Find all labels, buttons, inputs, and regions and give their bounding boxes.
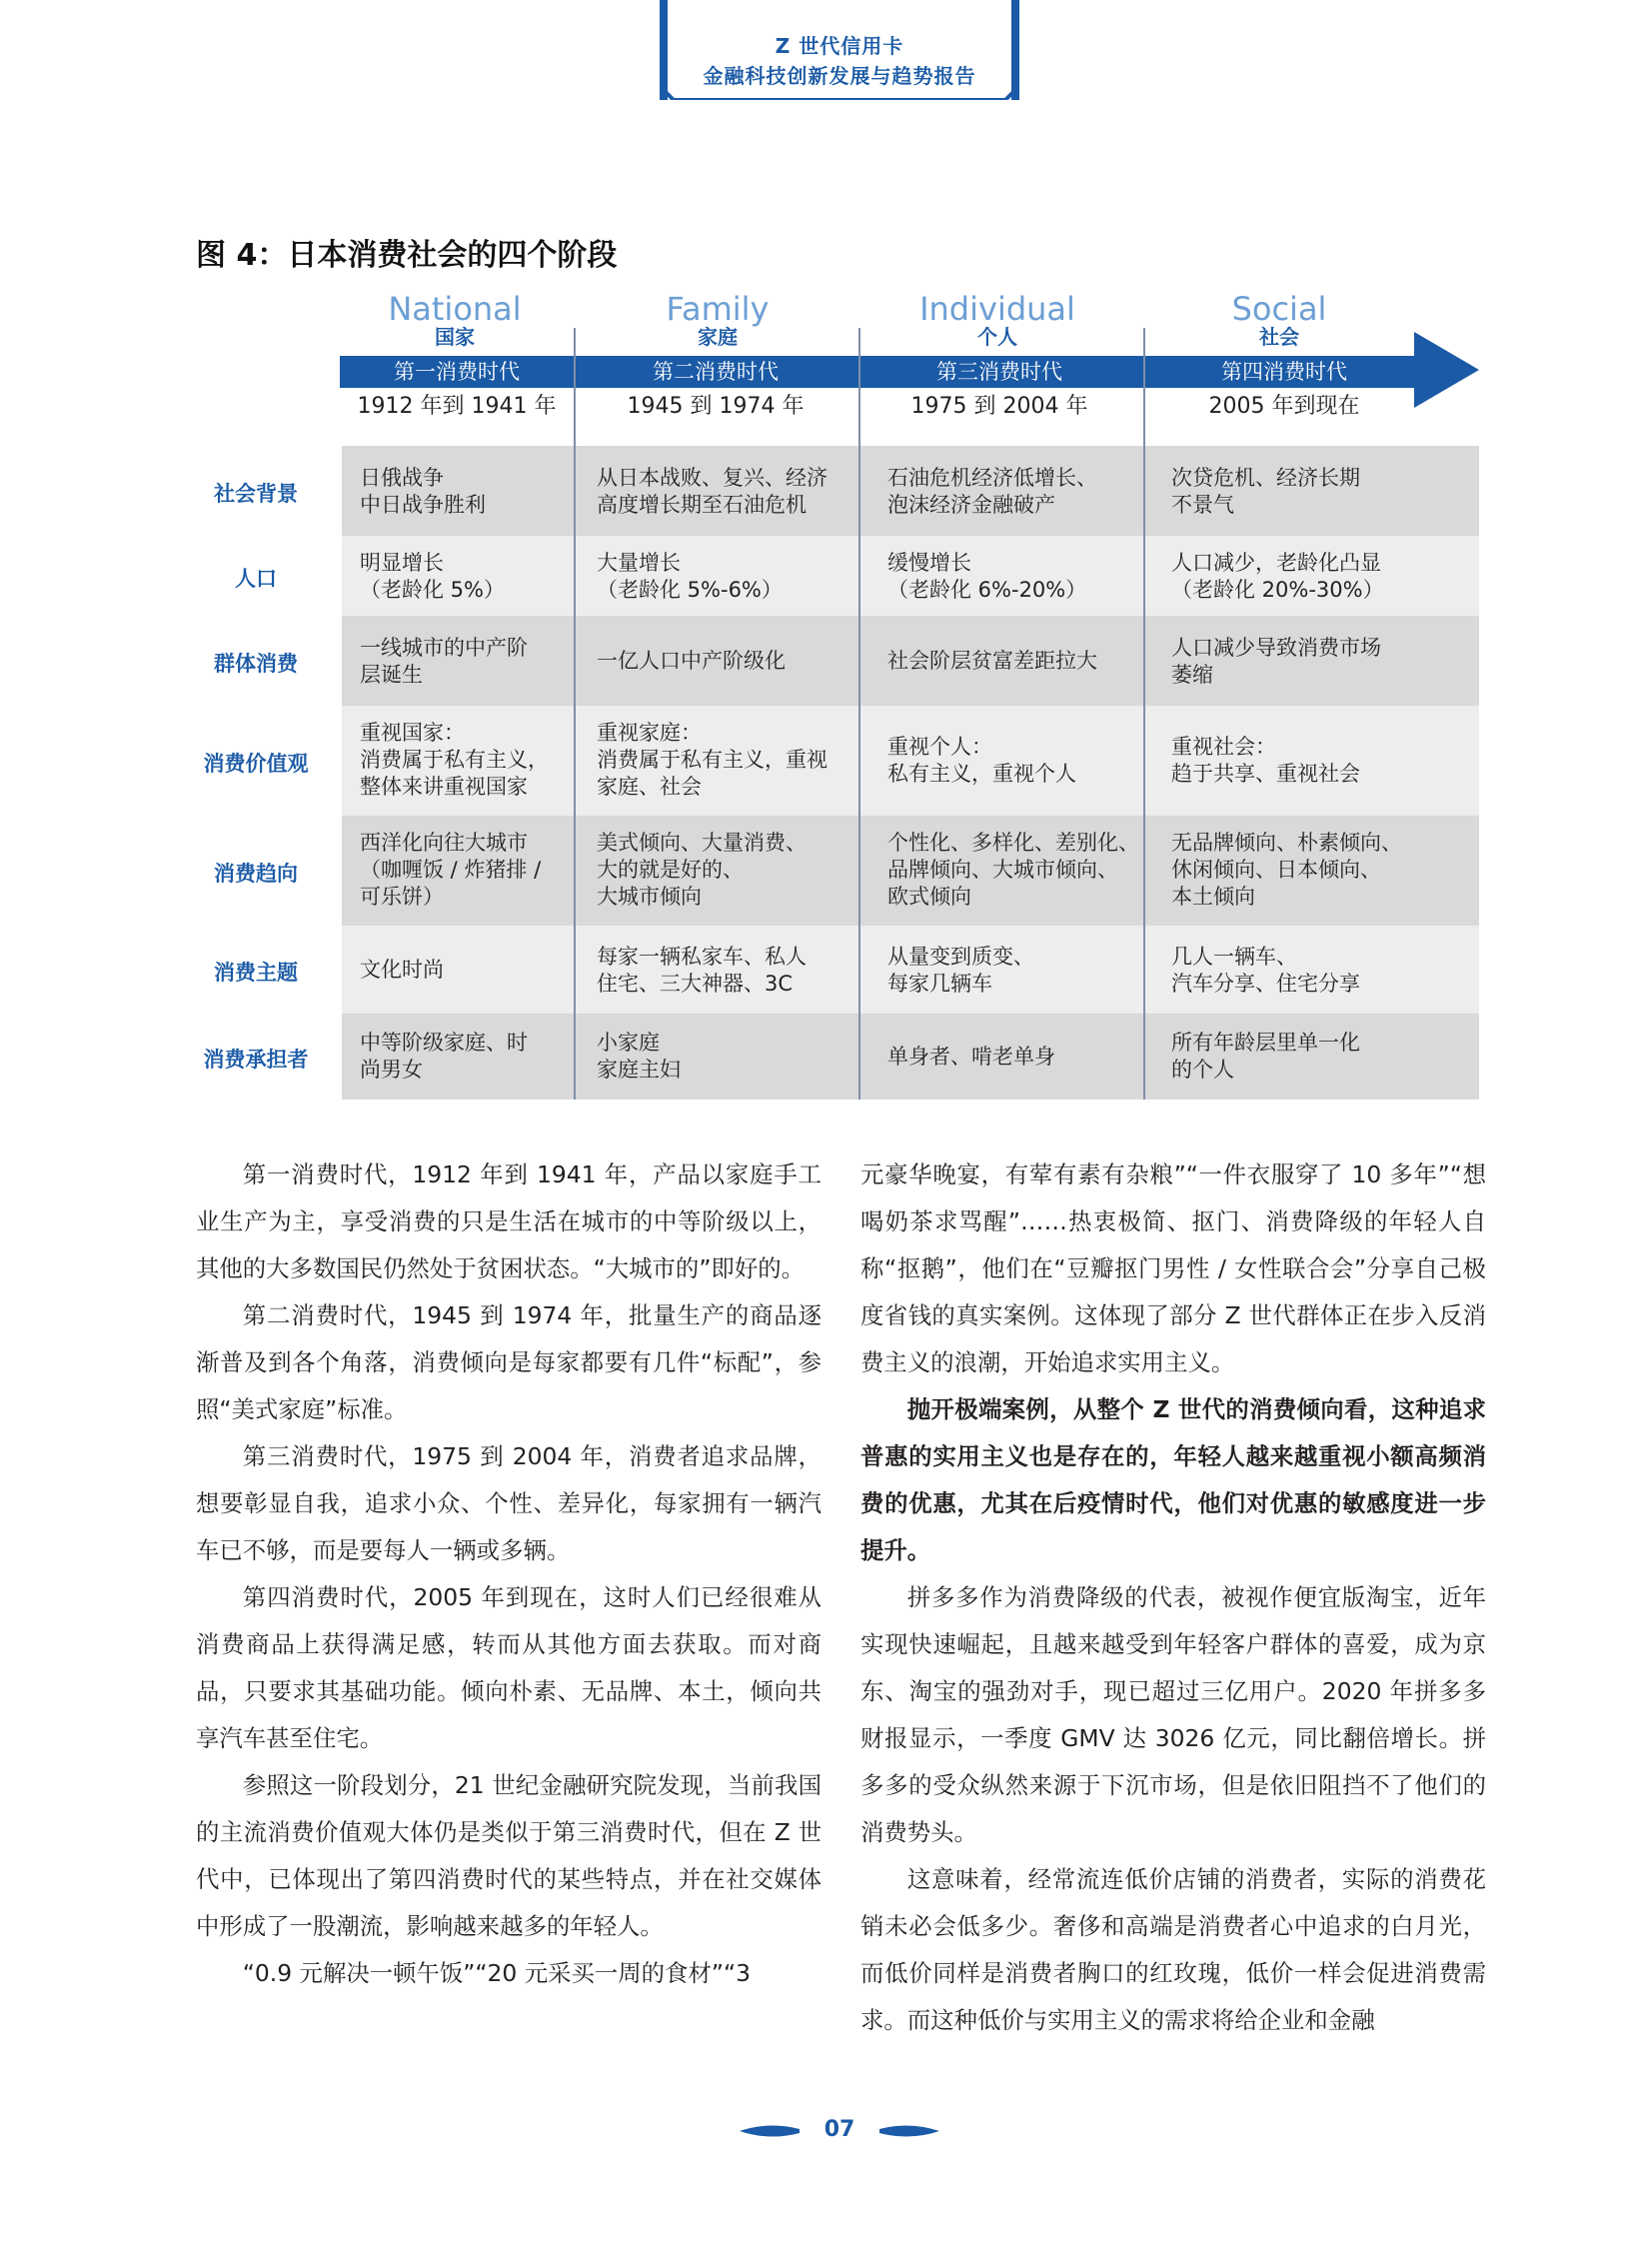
table-cell	[360, 720, 549, 801]
era-years-1: 1912 年到 1941 年	[357, 394, 557, 419]
era-cn-label: 家庭	[698, 325, 738, 349]
era-en-label: National	[388, 290, 522, 328]
row-label-social-background: 社会背景	[214, 482, 298, 506]
era-en-label: Family	[666, 290, 770, 328]
table-cell	[1171, 830, 1402, 911]
column-divider	[1143, 328, 1145, 1100]
cell-line: 每家几辆车	[887, 972, 992, 996]
cell-line: 私有主义，重视个人	[887, 762, 1076, 786]
cell-line: 休闲倾向、日本倾向、	[1171, 858, 1381, 882]
cell-line: 重视国家：	[360, 721, 465, 745]
cell-line: 萎缩	[1171, 663, 1213, 687]
cell-line: 汽车分享、住宅分享	[1171, 972, 1360, 996]
cell-line: 欧式倾向	[887, 885, 971, 909]
paragraph: 第四消费时代，2005 年到现在，这时人们已经很难从消费商品上获得满足感，转而从其他方面去获取。而对商品，只要求其基础功能。倾向朴素、无品牌、本土，倾向共享汽车甚至住宅。	[196, 1583, 822, 1752]
cell-line: 大量增长	[597, 551, 681, 575]
figure-title: 图 4：日本消费社会的四个阶段	[196, 238, 618, 273]
cell-line: （老龄化 6%-20%）	[887, 578, 1087, 602]
row-label-consumption-trend: 消费趋向	[214, 862, 298, 886]
table-cell	[1171, 1030, 1360, 1084]
table-cell	[887, 830, 1139, 911]
table-cell	[597, 648, 786, 675]
page-number: 07	[824, 2117, 855, 2142]
cell-line: 消费属于私有主义，重视	[597, 748, 827, 772]
cell-line: 重视家庭：	[597, 721, 702, 745]
cell-line: 家庭主妇	[597, 1058, 681, 1082]
era-en-label: Social	[1231, 290, 1327, 328]
cell-line: 泡沫经济金融破产	[887, 493, 1055, 517]
cell-line: 日俄战争	[360, 466, 444, 490]
cell-line: 单身者、啃老单身	[887, 1045, 1055, 1069]
cell-line: 不景气	[1171, 493, 1234, 517]
cell-line: 整体来讲重视国家	[360, 775, 528, 799]
cell-line: 一亿人口中产阶级化	[597, 649, 786, 673]
report-header	[660, 0, 1019, 100]
body-column-left	[196, 1151, 822, 1997]
cell-line: 次贷危机、经济长期	[1171, 466, 1360, 490]
era-label-3: 第三消费时代	[936, 360, 1062, 384]
table-cell	[597, 720, 827, 801]
cell-line: （老龄化 5%）	[360, 578, 505, 602]
cell-line: 明显增长	[360, 551, 444, 575]
cell-line: 个性化、多样化、差别化、	[887, 831, 1139, 855]
cell-line: 缓慢增长	[887, 551, 971, 575]
era-cn-label: 社会	[1259, 325, 1299, 349]
era-label-1: 第一消费时代	[394, 360, 520, 384]
era-years-2: 1945 到 1974 年	[627, 394, 805, 419]
table-cell	[597, 550, 783, 604]
paragraph: 参照这一阶段划分，21 世纪金融研究院发现，当前我国的主流消费价值观大体仍是类似于第三消费时代，但在 Z 世代中，已体现出了第四消费时代的某些特点，并在社交媒体中形成了一股潮流，影响越来越多的年轻人。	[196, 1771, 822, 1940]
row-label-group-consumption: 群体消费	[214, 652, 298, 676]
era-label-4: 第四消费时代	[1221, 360, 1347, 384]
table-cell	[887, 465, 1097, 519]
table-cell	[597, 830, 807, 911]
paragraph: 第三消费时代，1975 到 2004 年，消费者追求品牌，想要彰显自我，追求小众、个性、差异化，每家拥有一辆汽车已不够，而是要每人一辆或多辆。	[196, 1442, 822, 1564]
cell-line: 的个人	[1171, 1058, 1234, 1082]
cell-line: 西洋化向往大城市	[360, 831, 528, 855]
era-cn-label: 个人	[977, 325, 1017, 349]
table-cell	[1171, 465, 1360, 519]
era-en-label: Individual	[919, 290, 1075, 328]
table-cell	[887, 648, 1097, 675]
cell-line: 本土倾向	[1171, 885, 1255, 909]
era-years-4: 2005 年到现在	[1208, 394, 1360, 419]
table-cell	[360, 465, 486, 519]
table-cell	[1171, 944, 1360, 998]
cell-line: 大城市倾向	[597, 885, 702, 909]
row-label-population: 人口	[235, 567, 277, 591]
table-cell	[597, 1030, 681, 1084]
cell-line: 大的就是好的、	[597, 858, 744, 882]
cell-line: 从日本战败、复兴、经济	[597, 466, 827, 490]
cell-line: 从量变到质变、	[887, 945, 1034, 969]
table-cell	[1171, 635, 1381, 689]
cell-line: 人口减少导致消费市场	[1171, 636, 1381, 660]
cell-line: 美式倾向、大量消费、	[597, 831, 807, 855]
column-divider	[574, 328, 576, 1100]
table-cell	[1171, 550, 1384, 604]
column-divider	[858, 328, 860, 1100]
cell-line: 尚男女	[360, 1058, 423, 1082]
cell-line: 几人一辆车、	[1171, 945, 1297, 969]
cell-line: 重视社会：	[1171, 735, 1276, 759]
cell-line: 家庭、社会	[597, 775, 702, 799]
paragraph: 这意味着，经常流连低价店铺的消费者，实际的消费花销未必会低多少。奢侈和高端是消费者心中追求的白月光，而低价同样是消费者胸口的红玫瑰，低价一样会促进消费需求。而这种低价与实用主义的需求将给企业和金融	[860, 1865, 1486, 2034]
cell-line: 消费属于私有主义，	[360, 748, 549, 772]
table-cell	[360, 635, 528, 689]
cell-line: 人口减少，老龄化凸显	[1171, 551, 1381, 575]
table-cell	[360, 550, 505, 604]
cell-line: （老龄化 5%-6%）	[597, 578, 783, 602]
paragraph: 第一消费时代，1912 年到 1941 年，产品以家庭手工业生产为主，享受消费的只是生活在城市的中等阶级以上，其他的大多数国民仍然处于贫困状态。“大城市的”即好的。	[196, 1160, 822, 1282]
table-cell	[887, 1044, 1055, 1071]
header-title: Z 世代信用卡	[775, 34, 904, 58]
table-cell	[1171, 734, 1360, 788]
cell-line: 每家一辆私家车、私人	[597, 945, 807, 969]
table-cell	[887, 550, 1086, 604]
cell-line: 小家庭	[597, 1031, 660, 1055]
bold-paragraph: 抛开极端案例，从整个 Z 世代的消费倾向看，这种追求普惠的实用主义也是存在的，年轻人越来越重视小额高频消费的优惠，尤其在后疫情时代，他们对优惠的敏感度进一步提升。	[860, 1395, 1486, 1564]
table-cell	[887, 734, 1076, 788]
cell-line: （老龄化 20%-30%）	[1171, 578, 1384, 602]
row-label-consumption-theme: 消费主题	[214, 961, 298, 985]
cell-line: 层诞生	[360, 663, 423, 687]
header-subtitle: 金融科技创新发展与趋势报告	[703, 64, 976, 88]
table-cell	[360, 957, 444, 984]
table-cell	[360, 830, 541, 911]
cell-line: 高度增长期至石油危机	[597, 493, 807, 517]
cell-line: 中等阶级家庭、时	[360, 1031, 528, 1055]
cell-line: 趋于共享、重视社会	[1171, 762, 1360, 786]
cell-line: 中日战争胜利	[360, 493, 486, 517]
cell-line: 一线城市的中产阶	[360, 636, 528, 660]
cell-line: 社会阶层贫富差距拉大	[887, 649, 1097, 673]
era-years-3: 1975 到 2004 年	[910, 394, 1088, 419]
table-cell	[887, 944, 1034, 998]
paragraph: “0.9 元解决一顿午饭”“20 元采买一周的食材”“3	[242, 1959, 751, 1987]
paragraph: 拼多多作为消费降级的代表，被视作便宜版淘宝，近年实现快速崛起，且越来越受到年轻客户群体的喜爱，成为京东、淘宝的强劲对手，现已超过三亿用户。2020 年拼多多财报显示，一季度 GMV 达 3026 亿元，同比翻倍增长。拼多多的受众纵然来源于下沉市场，但是依旧阻挡不了他们的消费势头。	[860, 1583, 1486, 1846]
body-column-right	[860, 1151, 1486, 2044]
table-cell	[597, 465, 827, 519]
cell-line: 品牌倾向、大城市倾向、	[887, 858, 1118, 882]
cell-line: 石油危机经济低增长、	[887, 466, 1097, 490]
cell-line: 文化时尚	[360, 958, 444, 982]
paragraph: 第二消费时代，1945 到 1974 年，批量生产的商品逐渐普及到各个角落，消费倾向是每家都要有几件“标配”，参照“美式家庭”标准。	[196, 1301, 822, 1423]
paragraph: 元豪华晚宴，有荤有素有杂粮”“一件衣服穿了 10 多年”“想喝奶茶求骂醒”……热衷极简、抠门、消费降级的年轻人自称“抠鹅”，他们在“豆瓣抠门男性 / 女性联合会”分享自己极度省钱的真实案例。这体现了部分 Z 世代群体正在步入反消费主义的浪潮，开始追求实用主义。	[860, 1160, 1486, 1376]
table-cell	[360, 1030, 528, 1084]
cell-line: 可乐饼）	[360, 885, 444, 909]
era-label-2: 第二消费时代	[653, 360, 779, 384]
table-cell	[597, 944, 807, 998]
era-cn-label: 国家	[435, 325, 475, 349]
cell-line: 重视个人：	[887, 735, 992, 759]
row-label-consumption-values: 消费价值观	[203, 752, 309, 776]
cell-line: （咖喱饭 / 炸猪排 /	[360, 858, 542, 882]
cell-line: 所有年龄层里单一化	[1171, 1031, 1360, 1055]
row-label-consumption-bearer: 消费承担者	[203, 1048, 309, 1072]
cell-line: 无品牌倾向、朴素倾向、	[1171, 831, 1402, 855]
cell-line: 住宅、三大神器、3C	[597, 972, 794, 996]
